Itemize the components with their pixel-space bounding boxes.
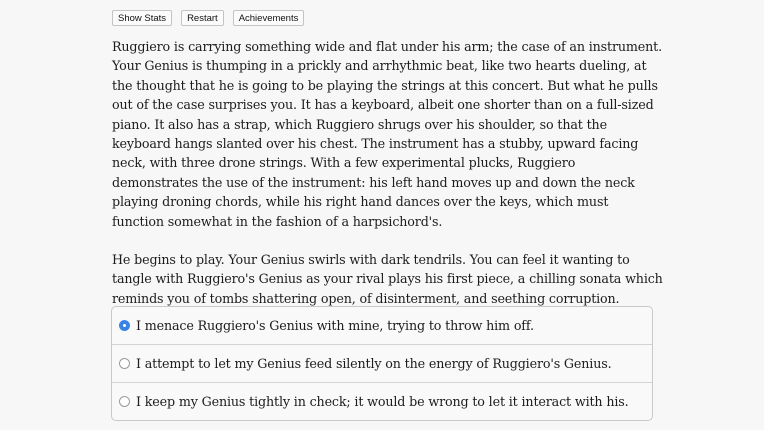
choice-option[interactable] xyxy=(112,344,652,382)
story-paragraph: Ruggiero is carrying something wide and flat under his arm; the case of an instrument. Your Genius is thumping in a prickly and arrhythmic beat, like two hearts dueling, at the thought that he is going to be playing the strings at this concert. But what he pulls out of the case surprises you. It has a keyboard, albeit one shorter than on a full-sized piano. It also has a strap, which Ruggiero shrugs over his shoulder, so that the keyboard hangs slanted over his chest. The instrument has a stubby, upward facing neck, with three drone strings. With a few experimental plucks, Ruggiero demonstrates the use of the instrument: his left hand moves up and down the neck playing droning chords, while his right hand dances over the keys, which must function somewhat in the fashion of a harpsichord's. xyxy=(112,39,662,229)
radio-button[interactable] xyxy=(119,396,130,407)
achievements-button[interactable]: Achievements xyxy=(233,10,305,26)
story-paragraph: He begins to play. Your Genius swirls with dark tendrils. You can feel it wanting to tangle with Ruggiero's Genius as your rival plays his first piece, a chilling sonata which reminds you of tombs shattering open, of disinterment, and seething corruption. xyxy=(112,252,663,306)
choice-option[interactable] xyxy=(112,307,652,344)
radio-button[interactable] xyxy=(119,358,130,369)
restart-button[interactable]: Restart xyxy=(181,10,224,26)
choice-list xyxy=(111,306,653,421)
radio-button[interactable] xyxy=(119,320,130,331)
story-text xyxy=(112,37,664,327)
toolbar xyxy=(112,10,304,26)
choice-label: I attempt to let my Genius feed silently on the energy of Ruggiero's Genius. xyxy=(136,356,612,371)
choice-label: I menace Ruggiero's Genius with mine, trying to throw him off. xyxy=(136,318,534,333)
choice-option[interactable] xyxy=(112,382,652,420)
choice-label: I keep my Genius tightly in check; it would be wrong to let it interact with his. xyxy=(136,394,629,409)
show-stats-button[interactable]: Show Stats xyxy=(112,10,172,26)
